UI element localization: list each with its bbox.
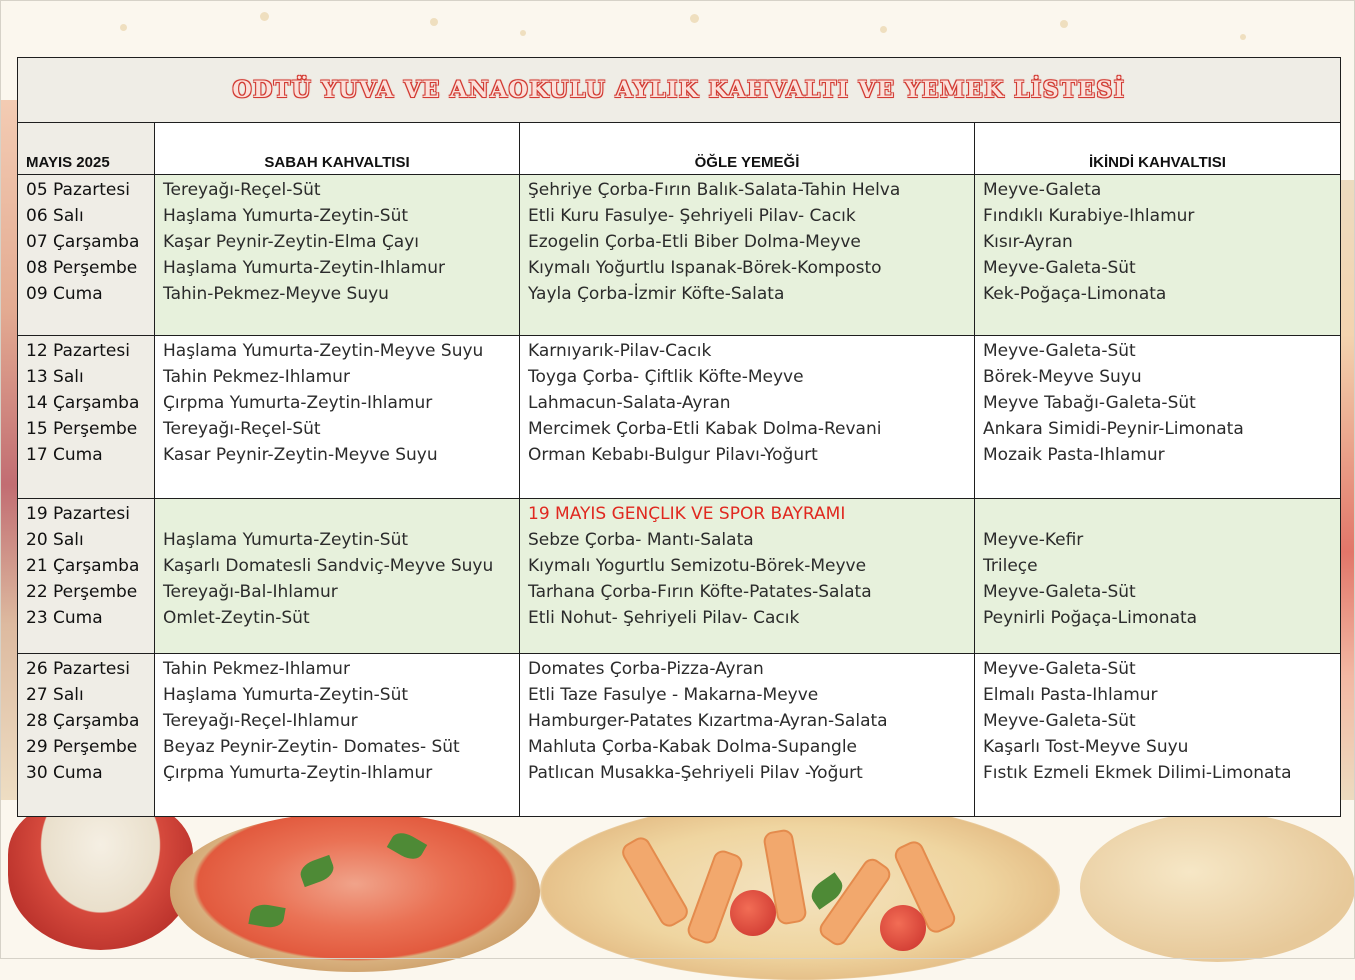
breakfast-item: Kasar Peynir-Zeytin-Meyve Suyu <box>163 444 438 465</box>
day-label: 12 Pazartesi <box>26 341 130 361</box>
lunch-cell <box>520 175 975 336</box>
lunch-item: Domates Çorba-Pizza-Ayran <box>528 659 764 679</box>
breakfast-item: Omlet-Zeytin-Süt <box>163 607 310 628</box>
day-label: 08 Perşembe <box>26 257 138 278</box>
afternoon-header: İKİNDİ KAHVALTISI <box>975 123 1341 175</box>
header-row <box>18 123 1341 175</box>
breakfast-item: Tahin Pekmez-Ihlamur <box>163 659 350 679</box>
week-row <box>18 499 1341 654</box>
afternoon-item: Meyve-Galeta-Süt <box>983 581 1136 602</box>
day-label: 13 Salı <box>26 366 84 387</box>
afternoon-item: Meyve-Galeta-Süt <box>983 257 1136 278</box>
breakfast-cell <box>155 499 520 654</box>
lunch-item: Patlıcan Musakka-Şehriyeli Pilav -Yoğurt <box>528 762 863 783</box>
afternoon-item: Meyve-Galeta <box>983 180 1102 200</box>
afternoon-item: Elmalı Pasta-Ihlamur <box>983 684 1158 705</box>
breakfast-cell <box>155 336 520 499</box>
breakfast-item: Haşlama Yumurta-Zeytin-Süt <box>163 205 409 226</box>
week-row <box>18 175 1341 336</box>
days-cell <box>18 175 155 336</box>
afternoon-item: Kek-Poğaça-Limonata <box>983 283 1167 304</box>
afternoon-item: Meyve-Galeta-Süt <box>983 659 1136 679</box>
day-label: 26 Pazartesi <box>26 659 130 679</box>
day-label: 29 Perşembe <box>26 736 138 757</box>
lunch-item: Etli Taze Fasulye - Makarna-Meyve <box>528 684 819 705</box>
day-label: 22 Perşembe <box>26 581 138 602</box>
day-label: 15 Perşembe <box>26 418 138 439</box>
lunch-item: Etli Nohut- Şehriyeli Pilav- Cacık <box>528 607 800 628</box>
lunch-item: Hamburger-Patates Kızartma-Ayran-Salata <box>528 710 888 731</box>
afternoon-cell <box>975 499 1341 654</box>
breakfast-item: Tereyağı-Reçel-Süt <box>163 180 321 200</box>
afternoon-item: Kısır-Ayran <box>983 231 1073 252</box>
breakfast-item: Haşlama Yumurta-Zeytin-Ihlamur <box>163 257 446 278</box>
breakfast-item <box>155 502 519 528</box>
days-cell <box>18 336 155 499</box>
page-title: ODTÜ YUVA VE ANAOKULU AYLIK KAHVALTI VE YEMEK LİSTESİ <box>232 77 1126 103</box>
breakfast-cell <box>155 654 520 817</box>
lunch-item: Sebze Çorba- Mantı-Salata <box>528 529 754 550</box>
lunch-item: Lahmacun-Salata-Ayran <box>528 392 731 413</box>
afternoon-item: Kaşarlı Tost-Meyve Suyu <box>983 736 1189 757</box>
day-label: 30 Cuma <box>26 762 103 783</box>
breakfast-cell <box>155 175 520 336</box>
afternoon-item: Börek-Meyve Suyu <box>983 366 1142 387</box>
breakfast-item: Haşlama Yumurta-Zeytin-Meyve Suyu <box>163 341 484 361</box>
week-row <box>18 336 1341 499</box>
breakfast-item: Haşlama Yumurta-Zeytin-Süt <box>163 529 409 550</box>
day-label: 14 Çarşamba <box>26 392 140 413</box>
afternoon-item: Trileçe <box>983 555 1038 576</box>
lunch-item: Karnıyarık-Pilav-Cacık <box>528 341 712 361</box>
lunch-item: Tarhana Çorba-Fırın Köfte-Patates-Salata <box>528 581 872 602</box>
lunch-item: Mahluta Çorba-Kabak Dolma-Supangle <box>528 736 858 757</box>
afternoon-item: Fıstık Ezmeli Ekmek Dilimi-Limonata <box>983 762 1292 783</box>
breakfast-item: Haşlama Yumurta-Zeytin-Süt <box>163 684 409 705</box>
day-label: 07 Çarşamba <box>26 231 140 252</box>
day-label: 20 Salı <box>26 529 84 550</box>
lunch-cell <box>520 499 975 654</box>
lunch-item: Orman Kebabı-Bulgur Pilavı-Yoğurt <box>528 444 818 465</box>
breakfast-item: Tereyağı-Reçel-Süt <box>163 418 321 439</box>
breakfast-item: Tereyağı-Bal-Ihlamur <box>163 581 338 602</box>
title-row <box>18 58 1341 123</box>
breakfast-item: Çırpma Yumurta-Zeytin-Ihlamur <box>163 762 433 783</box>
breakfast-item: Tereyağı-Reçel-Ihlamur <box>163 710 358 731</box>
day-label: 28 Çarşamba <box>26 710 140 731</box>
lunch-header: ÖĞLE YEMEĞİ <box>520 123 975 175</box>
lunch-item: Toyga Çorba- Çiftlik Köfte-Meyve <box>528 366 804 387</box>
afternoon-cell <box>975 654 1341 817</box>
day-label: 09 Cuma <box>26 283 103 304</box>
day-label: 17 Cuma <box>26 444 103 465</box>
days-cell <box>18 654 155 817</box>
afternoon-item: Meyve-Galeta-Süt <box>983 710 1136 731</box>
day-label: 05 Pazartesi <box>26 180 130 200</box>
breakfast-item: Kaşarlı Domatesli Sandviç-Meyve Suyu <box>163 555 494 576</box>
breakfast-item: Tahin-Pekmez-Meyve Suyu <box>163 283 389 304</box>
lunch-item: Kıymalı Yogurtlu Semizotu-Börek-Meyve <box>528 555 867 576</box>
afternoon-cell <box>975 336 1341 499</box>
week-row <box>18 654 1341 817</box>
lunch-item: Yayla Çorba-İzmir Köfte-Salata <box>528 283 785 304</box>
lunch-item: Şehriye Çorba-Fırın Balık-Salata-Tahin Helva <box>528 180 901 200</box>
afternoon-cell <box>975 175 1341 336</box>
day-label: 19 Pazartesi <box>26 504 130 524</box>
lunch-item: Kıymalı Yoğurtlu Ispanak-Börek-Komposto <box>528 257 882 278</box>
lunch-item: Etli Kuru Fasulye- Şehriyeli Pilav- Cacık <box>528 205 856 226</box>
lunch-cell <box>520 336 975 499</box>
afternoon-item: Meyve-Galeta-Süt <box>983 341 1136 361</box>
afternoon-item: Meyve-Kefir <box>983 529 1084 550</box>
breakfast-header: SABAH KAHVALTISI <box>155 123 520 175</box>
day-label: 27 Salı <box>26 684 84 705</box>
breakfast-item: Kaşar Peynir-Zeytin-Elma Çayı <box>163 231 420 252</box>
holiday-notice: 19 MAYIS GENÇLIK VE SPOR BAYRAMI <box>528 504 846 524</box>
lunch-cell <box>520 654 975 817</box>
afternoon-item: Peynirli Poğaça-Limonata <box>983 607 1198 628</box>
afternoon-item: Meyve Tabağı-Galeta-Süt <box>983 392 1196 413</box>
day-label: 23 Cuma <box>26 607 103 628</box>
afternoon-item: Fındıklı Kurabiye-Ihlamur <box>983 205 1195 226</box>
days-cell <box>18 499 155 654</box>
menu-table <box>17 57 1341 817</box>
breakfast-item: Beyaz Peynir-Zeytin- Domates- Süt <box>163 736 460 757</box>
day-label: 21 Çarşamba <box>26 555 140 576</box>
title-cell <box>18 58 1341 123</box>
afternoon-item <box>975 502 1340 528</box>
lunch-item: Mercimek Çorba-Etli Kabak Dolma-Revani <box>528 418 882 439</box>
day-label: 06 Salı <box>26 205 84 226</box>
afternoon-item: Ankara Simidi-Peynir-Limonata <box>983 418 1244 439</box>
month-header: MAYIS 2025 <box>18 123 155 175</box>
lunch-item: Ezogelin Çorba-Etli Biber Dolma-Meyve <box>528 231 861 252</box>
afternoon-item: Mozaik Pasta-Ihlamur <box>983 444 1165 465</box>
breakfast-item: Tahin Pekmez-Ihlamur <box>163 366 350 387</box>
breakfast-item: Çırpma Yumurta-Zeytin-Ihlamur <box>163 392 433 413</box>
